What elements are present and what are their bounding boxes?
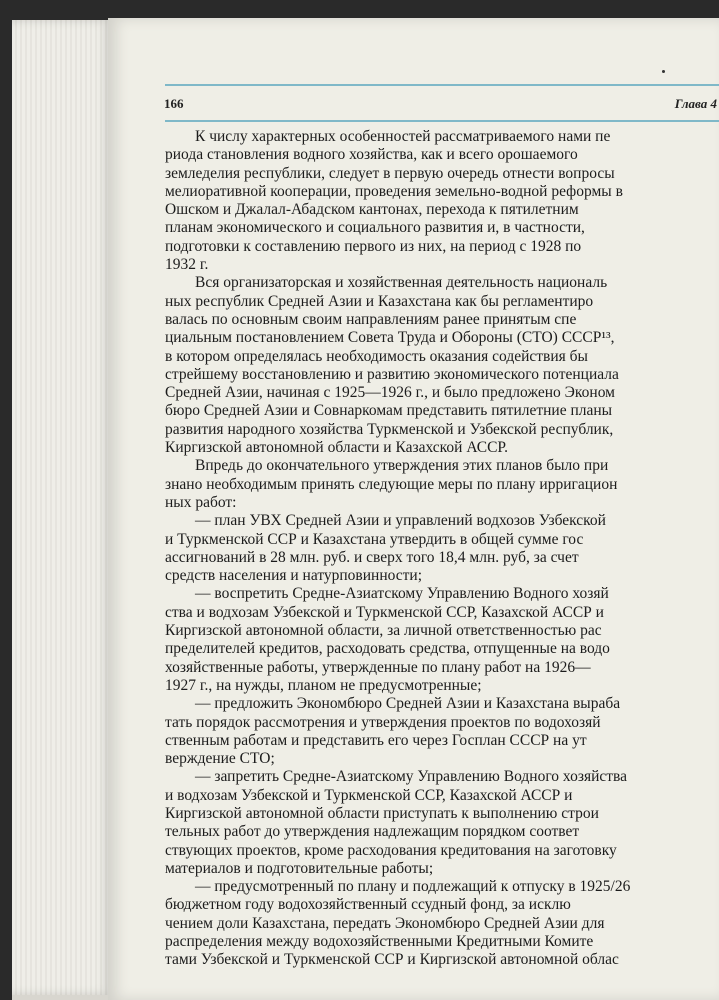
- text-line: валась по основным своим направлениям ранее принятым спе: [165, 310, 577, 328]
- text-line: циальным постановлением Совета Труда и Обороны (СТО) СССР¹³,: [165, 329, 615, 347]
- text-line: — запретить Средне-Азиатскому Управлению Водного хозяйства: [195, 768, 628, 786]
- text-line: земледелия республики, следует в первую очередь отнести вопросы: [165, 164, 615, 182]
- text-line: Вся организаторская и хозяйственная деятельность националь: [195, 274, 608, 292]
- text-line: — предусмотренный по плану и подлежащий к отпуску в 1925/26: [195, 878, 631, 896]
- text-line: тать порядок рассмотрения и утверждения проектов по водохозяй: [165, 713, 601, 731]
- page-number: 166: [164, 96, 184, 111]
- header-rule-bottom: [165, 120, 719, 122]
- text-line: мелиоративной кооперации, проведения земельно-водной реформы в: [165, 182, 623, 200]
- text-line: ства и водхозам Узбекской и Туркменской ССР, Казахской АССР и: [165, 603, 604, 621]
- text-line: подготовки к составлению первого из них, на период с 1928 по: [165, 237, 582, 255]
- text-line: и Туркменской ССР и Казахстана утвердить в общей сумме гос: [165, 530, 584, 548]
- text-line: верждение СТО;: [165, 750, 275, 768]
- text-line: ассигнований в 28 млн. руб. и сверх того 18,4 млн. руб, за счет: [165, 548, 579, 566]
- text-line: средств населения и натурповинности;: [165, 567, 423, 585]
- text-line: планам экономического и социального развития и, в частности,: [165, 219, 585, 237]
- text-line: К числу характерных особенностей рассматриваемого нами пе: [195, 128, 611, 145]
- scan-border-left: [0, 0, 12, 1000]
- text-line: Киргизской автономной области, за личной ответственностью рас: [165, 622, 602, 640]
- text-line: и водхозам Узбекской и Туркменской ССР, Казахской АССР и: [165, 786, 573, 804]
- text-line: бюджетном году водохозяйственный ссудный фонд, за исклю: [165, 896, 571, 914]
- text-line: Впредь до окончательного утверждения этих планов было при: [195, 457, 609, 475]
- running-head-chapter: Глава 4: [674, 96, 717, 111]
- text-line: ствующих проектов, кроме расходования кредитования на заготовку: [165, 841, 617, 859]
- text-line: пределителей кредитов, расходовать средства, отпущенные на водо: [165, 640, 610, 658]
- text-line: в котором определялась необходимость оказания содействия бы: [165, 347, 588, 365]
- text-line: бюро Средней Азии и Совнаркомам представить пятилетние планы: [165, 402, 613, 420]
- text-line: ственным работам и представить его через Госплан СССР на ут: [165, 731, 587, 749]
- text-line: Средней Азии, начиная с 1925—1926 г., и было предложено Эконом: [165, 384, 615, 402]
- text-line: знано необходимым принять следующие меры по плану ирригацион: [165, 475, 618, 493]
- text-line: тельных работ до утверждения надлежащим порядком соответ: [165, 823, 580, 841]
- text-line: — воспретить Средне-Азиатскому Управлению Водного хозяй: [195, 585, 609, 603]
- text-line: развития народного хозяйства Туркменской и Узбекской республик,: [165, 420, 614, 438]
- text-line: — предложить Экономбюро Средней Азии и Казахстана выраба: [195, 695, 621, 713]
- page-edges-stack: [12, 20, 112, 995]
- text-line: ных республик Средней Азии и Казахстана как бы регламентиро: [165, 292, 594, 310]
- text-line: Ошском и Джалал-Абадском кантонах, перехода к пятилетним: [165, 201, 579, 219]
- text-line: чением доли Казахстана, передать Экономбюро Средней Азии для: [165, 914, 605, 932]
- header-rule-top: [165, 84, 719, 86]
- text-line: 1932 г.: [165, 256, 209, 274]
- text-line: 1927 г., на нужды, планом не предусмотренные;: [165, 676, 482, 694]
- body-text: [165, 128, 719, 970]
- text-line: стрейшему восстановлению и развитию экономического потенциала: [165, 365, 619, 383]
- text-line: распределения между водохозяйственными Кредитными Комите: [165, 933, 594, 951]
- text-line: тами Узбекской и Туркменской ССР и Киргизской автономной облас: [165, 951, 619, 969]
- text-line: Киргизской автономной области и Казахской АССР.: [165, 439, 508, 457]
- text-line: хозяйственные работы, утвержденные по плану работ на 1926—: [165, 658, 591, 676]
- text-line: ных работ:: [165, 493, 237, 511]
- text-line: — план УВХ Средней Азии и управлений водхозов Узбекской: [195, 512, 606, 530]
- speck: [662, 70, 665, 73]
- text-line: риода становления водного хозяйства, как и всего орошаемого: [165, 146, 578, 164]
- text-line: Киргизской автономной области приступать к выполнению строи: [165, 804, 599, 822]
- text-line: материалов и подготовительные работы;: [165, 859, 434, 877]
